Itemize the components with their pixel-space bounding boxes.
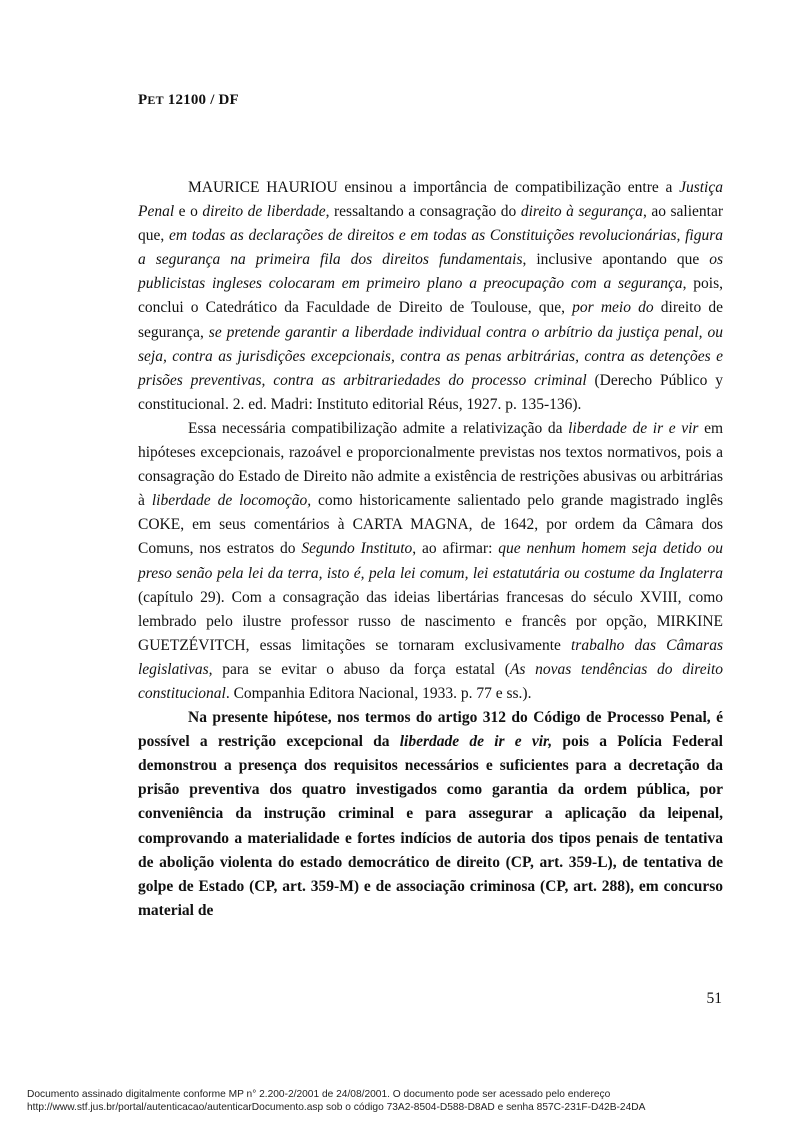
header-first-letter: P: [138, 92, 148, 108]
italic-run: se pretende garantir a liberdade individual contra o arbítrio da justiça penal, ou seja, contra as jurisdições excepcionais, contra as penas arbitrárias, contra as detenções e prisões preventivas, contra as arbitrariedades do processo criminal: [138, 323, 723, 389]
text-run: , ao afirmar:: [412, 540, 499, 558]
text-run: em hipóteses excepcionais, razoável e proporcionalmente previstas nos textos normativos, pois a consagração do Estado de Direito não admite a existência de restrições abusivas ou arbitrárias à: [138, 419, 724, 510]
italic-run: Justiça Penal: [138, 179, 723, 221]
italic-run: Segundo Instituto: [301, 540, 413, 558]
body-text: [138, 176, 723, 923]
italic-run: direito à segurança: [520, 203, 643, 221]
italic-run: liberdade de ir e vir,: [399, 733, 553, 751]
header-title: 12100 / DF: [163, 92, 239, 108]
paragraph-1: [138, 176, 723, 417]
page-number: 51: [706, 990, 722, 1007]
text-run: , pois, conclui o Catedrático da Faculdade de Direito de Toulouse, que,: [138, 275, 723, 317]
italic-run: liberdade de ir e vir: [568, 419, 699, 437]
footer-line-2: http://www.stf.jus.br/portal/autenticacao/autenticarDocumento.asp sob o código 73A2-8504-D588-D8AD e senha 857C-231F-D42B-24DA: [27, 1102, 646, 1113]
page-header: [138, 92, 239, 109]
paragraph-2: [138, 417, 723, 706]
text-run: , ressaltando a consagração do: [325, 203, 521, 221]
italic-run: As novas tendências do direito constitucional: [138, 660, 724, 702]
text-run: e o: [174, 203, 203, 221]
italic-run: liberdade de locomoção,: [151, 492, 312, 510]
text-run: MAURICE HAURIOU ensinou a importância de compatibilização entre a: [188, 179, 680, 196]
text-run: para se evitar o abuso da força estatal (: [212, 660, 510, 678]
italic-run: direito de liberdade: [202, 203, 326, 221]
text-run: (Derecho Público y constitucional. 2. ed. Madri: Instituto editorial Réus, 1927. p. 135-136).: [138, 371, 723, 413]
text-run: , ao salientar que,: [138, 203, 723, 245]
text-run: . Companhia Editora Nacional, 1933. p. 77 e ss.).: [225, 684, 532, 702]
header-small-caps: ET: [147, 93, 164, 107]
text-run: (capítulo 29). Com a consagração das ideias libertárias francesas do século XVIII, como lembrado pelo ilustre professor russo de nascimento e francês por opção, MIRKINE GUETZÉVITCH, essas limitações se tornaram exclusivamente: [138, 588, 723, 654]
signature-footer: [27, 1088, 787, 1114]
italic-run: em todas as declarações de direitos e em todas as Constituições revolucionárias, figura a segurança na primeira fila dos direitos fundamentais: [138, 227, 723, 269]
italic-run: que nenhum homem seja detido ou preso senão pela lei da terra, isto é, pela lei comum, lei estatutária ou costume da Inglaterra: [138, 540, 723, 582]
text-run: , inclusive apontando que: [522, 251, 710, 269]
paragraph-3: [138, 706, 723, 923]
italic-run: trabalho das Câmaras legislativas,: [138, 636, 723, 678]
italic-run: por meio do: [572, 299, 654, 317]
italic-run: os publicistas ingleses colocaram em primeiro plano a preocupação com a segurança: [138, 251, 723, 293]
text-run: Essa necessária compatibilização admite a relativização da: [188, 419, 569, 437]
text-run: pois a Polícia Federal demonstrou a presença dos requisitos necessários e suficientes para a decretação da prisão preventiva dos quatro investigados como garantia da ordem pública, por conveniência da instrução criminal e para assegurar a aplicação da leipenal, comprovando a materialidade e fortes indícios de autoria dos tipos penais de tentativa de abolição violenta do estado democrático de direito (CP, art. 359-L), de tentativa de golpe de Estado (CP, art. 359-M) e de associação criminosa (CP, art. 288), em concurso material de: [138, 733, 723, 919]
text-run: Na presente hipótese, nos termos do artigo 312 do Código de Processo Penal, é possível a restrição excepcional da: [138, 709, 723, 751]
footer-line-1: Documento assinado digitalmente conforme MP n° 2.200-2/2001 de 24/08/2001. O documento pode ser acessado pelo endereço: [27, 1089, 611, 1100]
text-run: direito de segurança,: [138, 299, 723, 341]
text-run: como historicamente salientado pelo grande magistrado inglês COKE, em seus comentários à CARTA MAGNA, de 1642, por ordem da Câmara dos Comuns, nos estratos do: [138, 492, 723, 558]
